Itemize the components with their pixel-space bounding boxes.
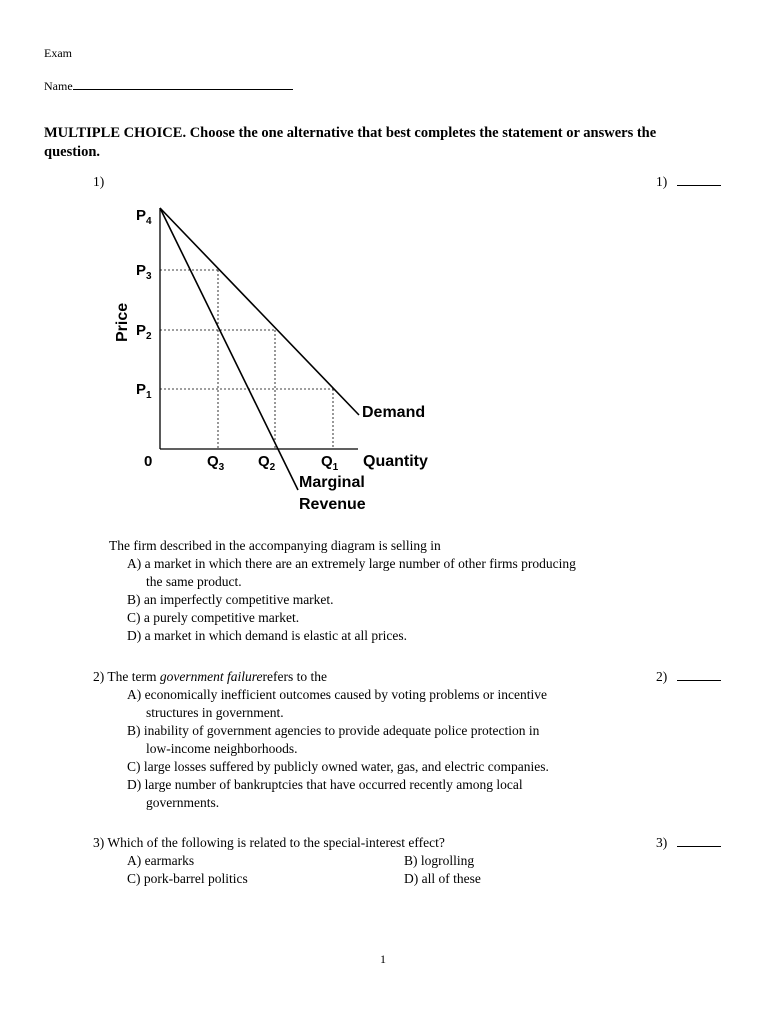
option-letter: A) [127,853,142,868]
q2-option-b[interactable] [127,722,539,740]
option-text: an imperfectly competitive market. [143,592,334,607]
option-letter: B) [127,592,141,607]
answer-1-blank[interactable] [677,173,721,186]
price-label-p1: $P_1$ [136,381,152,401]
answer-1-number: 1) [656,174,668,189]
demand-curve [160,208,359,415]
mr-label-line2: Revenue [299,496,366,513]
question-2-stem: 2) The term government failurerefers to the [93,669,327,684]
section-heading: MULTIPLE CHOICE. Choose the one alternative that best completes the statement or answers the question. [44,125,657,160]
option-letter: D) [127,777,142,792]
y-axis-title: Price [114,302,131,342]
origin-label: 0 [144,453,153,470]
q2-option-d-continued: governments. [146,795,220,810]
quantity-label-q3: $Q_3$ [207,453,225,473]
q2-option-c[interactable] [127,758,549,776]
answer-3-number: 3) [656,835,668,850]
price-label-p2: $P_2$ [136,322,152,342]
option-letter: D) [404,871,419,886]
question-3-answer-slot[interactable] [656,834,721,852]
option-letter: A) [127,556,142,571]
question-1-answer-slot[interactable] [656,173,721,191]
option-text: a market in which demand is elastic at all prices. [144,628,408,643]
option-letter: C) [127,759,141,774]
option-text: large number of bankruptcies that have occurred recently among local [144,777,523,792]
option-letter: D) [127,628,142,643]
question-1-stem: The firm described in the accompanying diagram is selling in [109,538,441,553]
option-letter: C) [127,871,141,886]
answer-2-blank[interactable] [677,668,721,681]
quantity-label-q1: $Q_1$ [321,453,339,473]
name-field[interactable] [44,78,293,94]
option-text: a market in which there are an extremely large number of other firms producing [144,556,576,571]
option-letter: A) [127,687,142,702]
q1-option-c[interactable] [127,609,299,627]
demand-label: Demand [362,404,426,421]
mr-label-line1: Marginal [299,474,365,491]
option-text: large losses suffered by publicly owned water, gas, and electric companies. [143,759,549,774]
option-letter: B) [127,723,141,738]
price-label-p4: $P_4$ [136,207,152,227]
option-letter: C) [127,610,141,625]
x-axis-title: Quantity [363,453,428,470]
q1-option-a-continued: the same product. [146,574,242,589]
question-1-number: 1) [93,174,105,189]
price-label-p3: $P_3$ [136,262,152,282]
option-letter: B) [404,853,418,868]
q3-option-d[interactable] [404,870,481,888]
question-3-number: 3) [93,835,105,850]
name-blank-line[interactable] [73,78,293,90]
q2-option-a-continued: structures in government. [146,705,284,720]
q3-option-b[interactable] [404,852,474,870]
q2-option-a[interactable] [127,686,547,704]
q1-option-b[interactable] [127,591,334,609]
q1-option-d[interactable] [127,627,407,645]
quantity-label-q2: $Q_2$ [258,453,276,473]
option-text: economically inefficient outcomes caused by voting problems or incentive [144,687,548,702]
option-text: pork-barrel politics [143,871,248,886]
option-text: earmarks [144,853,195,868]
q2-option-d[interactable] [127,776,523,794]
option-text: all of these [421,871,481,886]
option-text: inability of government agencies to provide adequate police protection in [143,723,540,738]
price-quantity-diagram [100,196,450,518]
q2-option-b-continued: low-income neighborhoods. [146,741,298,756]
marginal-revenue-curve [160,208,298,490]
answer-2-number: 2) [656,669,668,684]
name-label: Name [44,79,73,93]
page-number: 1 [380,952,386,966]
q1-option-a[interactable] [127,555,576,573]
answer-3-blank[interactable] [677,834,721,847]
emphasized-term: government failure [159,669,263,684]
option-text: a purely competitive market. [143,610,300,625]
question-2-number: 2) [93,669,105,684]
option-text: logrolling [420,853,475,868]
question-2-answer-slot[interactable] [656,668,721,686]
exam-label: Exam [44,46,72,60]
q3-option-c[interactable] [127,870,248,888]
question-3-stem: 3) Which of the following is related to the special-interest effect? [93,835,445,850]
q3-option-a[interactable] [127,852,194,870]
